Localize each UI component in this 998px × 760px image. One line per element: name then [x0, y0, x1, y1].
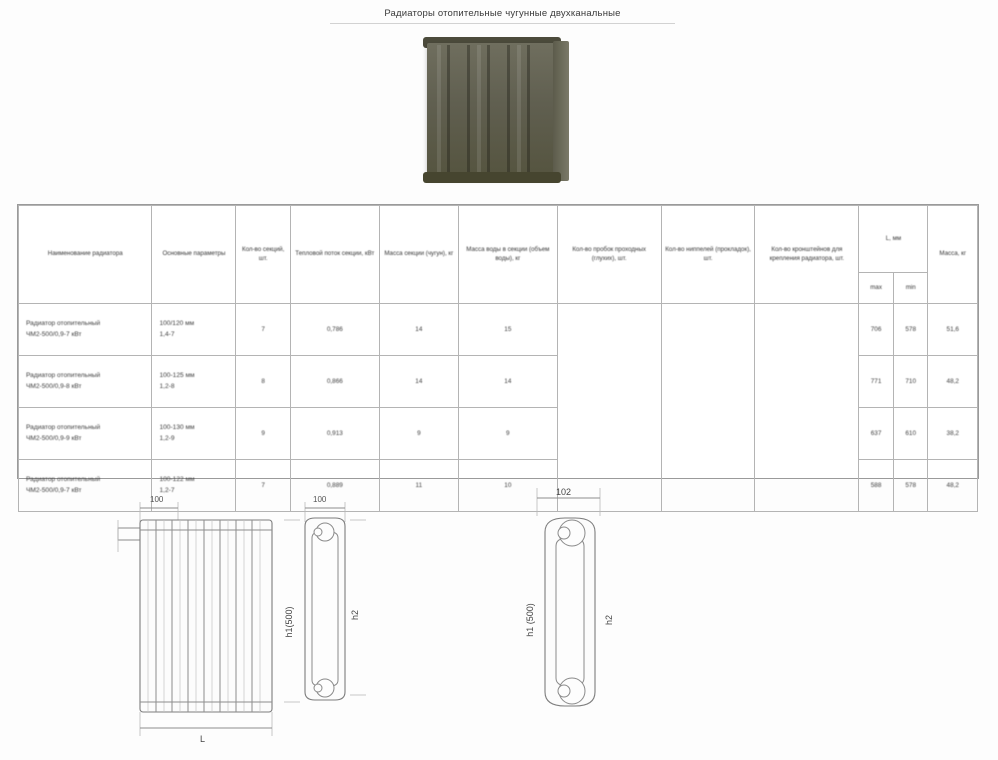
- cell-params: 100-130 мм 1,2-9: [152, 408, 236, 460]
- cell-mass-section: 14: [379, 304, 458, 356]
- table-row: [19, 304, 978, 356]
- cell-l-max: 771: [859, 356, 894, 408]
- page-title: Радиаторы отопительные чугунные двухканальные: [384, 8, 621, 19]
- cell-mass: 51,6: [928, 304, 978, 356]
- cell-name: Радиатор отопительный ЧМ2-500/0,9-9 кВт: [19, 408, 152, 460]
- title-divider: [330, 23, 675, 24]
- cell-params: 100/120 мм 1,4-7: [152, 304, 236, 356]
- radiator-fin: [487, 45, 490, 176]
- cell-mass-water: 14: [458, 356, 557, 408]
- cell-sections: 7: [236, 304, 290, 356]
- cell-heatflow: 0,913: [290, 408, 379, 460]
- radiator-fin: [447, 45, 450, 176]
- cell-sections: 9: [236, 408, 290, 460]
- cell-name: Радиатор отопительный ЧМ2-500/0,9-7 кВт: [19, 304, 152, 356]
- cell-mass: 48,2: [928, 356, 978, 408]
- col-header-heatflow: Тепловой поток секции, кВт: [290, 206, 379, 304]
- cell-mass-section: 9: [379, 408, 458, 460]
- side-h2-dim-label: h2: [350, 609, 360, 621]
- cell-sections: 7: [236, 460, 290, 512]
- cell-heatflow: 0,866: [290, 356, 379, 408]
- cell-mass-section: 11: [379, 460, 458, 512]
- front-top-dim-label: 100: [150, 495, 164, 504]
- radiator-bottom-cap: [423, 172, 561, 183]
- cell-mass-water: 9: [458, 408, 557, 460]
- cell-heatflow: 0,889: [290, 460, 379, 512]
- radiator-highlight: [517, 45, 521, 176]
- col-header-nipples: Кол-во ниппелей (прокладок), шт.: [661, 206, 755, 304]
- cell-l-min: 578: [893, 460, 928, 512]
- cell-params: 100-125 мм 1,2-8: [152, 356, 236, 408]
- cell-l-max: 588: [859, 460, 894, 512]
- technical-drawings: [0, 480, 998, 760]
- col-header-mass-section: Масса секции (чугун), кг: [379, 206, 458, 304]
- cell-name: Радиатор отопительный ЧМ2-500/0,9-7 кВт: [19, 460, 152, 512]
- col-header-params: Основные параметры: [152, 206, 236, 304]
- radiator-side-panel: [553, 41, 569, 181]
- section-h1-dim-label: h1 (500): [525, 603, 535, 637]
- col-header-name: Наименование радиатора: [19, 206, 152, 304]
- col-header-mass-water: Масса воды в секции (объем воды), кг: [458, 206, 557, 304]
- section-top-dim-label: 102: [556, 487, 572, 497]
- cell-l-max: 706: [859, 304, 894, 356]
- title-block: [330, 8, 675, 19]
- radiator-highlight: [477, 45, 481, 176]
- radiator-photo: [415, 33, 577, 188]
- col-header-length: L, мм: [859, 206, 928, 273]
- cell-sections: 8: [236, 356, 290, 408]
- radiator-fin: [467, 45, 470, 176]
- cell-heatflow: 0,786: [290, 304, 379, 356]
- col-header-sections: Кол-во секций, шт.: [236, 206, 290, 304]
- col-subheader-min: min: [893, 273, 928, 304]
- radiator-fin: [527, 45, 530, 176]
- col-header-plugs: Кол-во пробок проходных (глухих), шт.: [557, 206, 661, 304]
- cell-params: 100-122 мм 1,2-7: [152, 460, 236, 512]
- front-view-drawing: [118, 495, 272, 744]
- side-top-dim-label: 100: [313, 495, 327, 504]
- side-height-dim-label: h1(500): [284, 606, 294, 638]
- front-width-dim-label: L: [200, 734, 206, 744]
- col-header-mass: Масса, кг: [928, 206, 978, 304]
- radiator-highlight: [437, 45, 441, 176]
- cell-name: Радиатор отопительный ЧМ2-500/0,9-8 кВт: [19, 356, 152, 408]
- cell-l-min: 578: [893, 304, 928, 356]
- section-view-drawing: [525, 487, 614, 706]
- cell-mass-water: 10: [458, 460, 557, 512]
- cell-l-min: 610: [893, 408, 928, 460]
- cell-l-max: 637: [859, 408, 894, 460]
- col-header-brackets: Кол-во кронштейнов для крепления радиатора, шт.: [755, 206, 859, 304]
- cell-mass-water: 15: [458, 304, 557, 356]
- radiator-fin: [507, 45, 510, 176]
- cell-mass: 48,2: [928, 460, 978, 512]
- cell-l-min: 710: [893, 356, 928, 408]
- section-h2-dim-label: h2: [604, 614, 614, 626]
- cell-mass: 38,2: [928, 408, 978, 460]
- table-header-row: [19, 206, 978, 273]
- cell-mass-section: 14: [379, 356, 458, 408]
- col-subheader-max: max: [859, 273, 894, 304]
- side-view-drawing: [284, 495, 366, 702]
